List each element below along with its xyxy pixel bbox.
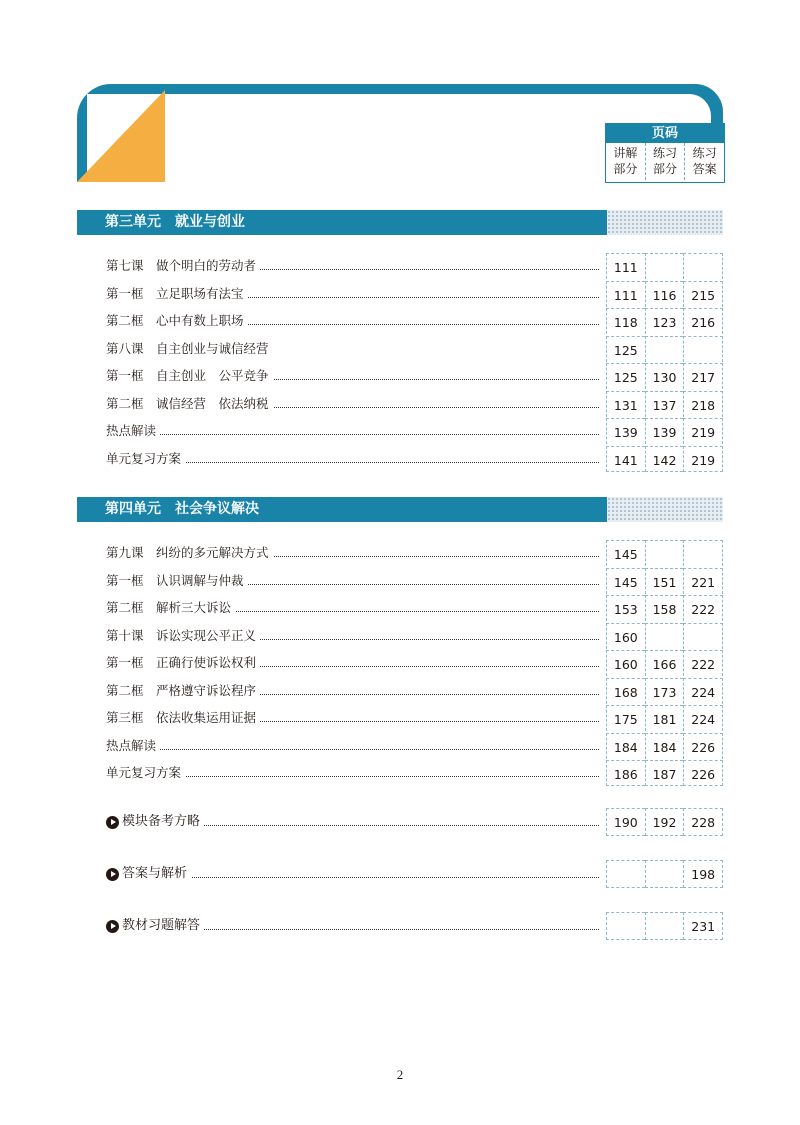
page-answer — [683, 253, 723, 279]
dot-pattern-decoration — [607, 210, 723, 235]
module-entry-exam-strategy[interactable] — [106, 808, 723, 836]
page-code-legend — [605, 123, 725, 183]
page-lecture: 131 — [606, 391, 645, 417]
toc-row-label: 热点解读 — [106, 733, 160, 759]
unit-3-header — [77, 210, 723, 235]
page-lecture: 125 — [606, 363, 645, 389]
page-lecture: 186 — [606, 760, 645, 786]
page-exercise: 192 — [645, 808, 684, 836]
toc-row-label: 第九课 纠纷的多元解决方式 — [106, 540, 273, 566]
page-answer: 215 — [683, 281, 723, 307]
toc-row[interactable] — [106, 308, 723, 334]
page-answer: 217 — [683, 363, 723, 389]
dot-pattern-decoration — [607, 497, 723, 522]
toc-row-label: 第一框 立足职场有法宝 — [106, 281, 248, 307]
page-exercise: 166 — [645, 650, 684, 676]
play-circle-icon — [106, 816, 119, 829]
unit-4-header — [77, 497, 723, 522]
page-exercise: 130 — [645, 363, 684, 389]
toc-row-label: 第一框 正确行使诉讼权利 — [106, 650, 260, 676]
toc-row[interactable] — [106, 595, 723, 621]
toc-row-label: 第八课 自主创业与诚信经营 — [106, 336, 273, 362]
toc-row[interactable] — [106, 391, 723, 417]
page-exercise — [645, 540, 684, 566]
page-answer: 221 — [683, 568, 723, 594]
page-exercise: 173 — [645, 678, 684, 704]
page-answer: 198 — [683, 860, 723, 888]
page-lecture — [606, 912, 645, 940]
module-entry-textbook-exercises[interactable] — [106, 912, 723, 940]
toc-row-label: 第一框 自主创业 公平竞争 — [106, 363, 273, 389]
page-exercise: 142 — [645, 446, 684, 472]
page-lecture: 125 — [606, 336, 645, 362]
page-answer — [683, 336, 723, 362]
page-lecture: 145 — [606, 568, 645, 594]
page-lecture: 160 — [606, 650, 645, 676]
page-exercise: 181 — [645, 705, 684, 731]
page-lecture: 145 — [606, 540, 645, 566]
corner-triangle-decoration — [77, 90, 165, 182]
page-exercise: 123 — [645, 308, 684, 334]
page-lecture: 111 — [606, 253, 645, 279]
page-exercise: 187 — [645, 760, 684, 786]
page-lecture: 139 — [606, 418, 645, 444]
page-lecture: 168 — [606, 678, 645, 704]
unit-4-title: 第四单元 社会争议解决 — [105, 501, 259, 517]
page-answer — [683, 540, 723, 566]
toc-row-label: 第二框 严格遵守诉讼程序 — [106, 678, 260, 704]
play-circle-icon — [106, 868, 119, 881]
page-answer: 222 — [683, 595, 723, 621]
page-exercise — [645, 860, 684, 888]
page-number: 2 — [396, 1067, 404, 1082]
page-answer: 224 — [683, 705, 723, 731]
toc-row[interactable] — [106, 446, 723, 472]
page-exercise — [645, 623, 684, 649]
toc-row-label: 第一框 认识调解与仲裁 — [106, 568, 248, 594]
page-answer: 226 — [683, 733, 723, 759]
toc-row[interactable] — [106, 363, 723, 389]
toc-row-label: 第三框 依法收集运用证据 — [106, 705, 260, 731]
page-lecture: 118 — [606, 308, 645, 334]
module-entry-answers[interactable] — [106, 860, 723, 888]
toc-row-label: 单元复习方案 — [106, 446, 185, 472]
toc-row-label: 第十课 诉讼实现公平正义 — [106, 623, 260, 649]
page-exercise: 151 — [645, 568, 684, 594]
module-label: 答案与解析 — [122, 866, 188, 881]
page-lecture: 153 — [606, 595, 645, 621]
module-label: 教材习题解答 — [122, 918, 201, 933]
toc-row[interactable] — [106, 336, 723, 362]
page-exercise: 116 — [645, 281, 684, 307]
toc-row-label: 单元复习方案 — [106, 760, 185, 786]
page-code-title: 页码 — [606, 124, 724, 143]
page-exercise — [645, 912, 684, 940]
toc-row[interactable] — [106, 568, 723, 594]
toc-row[interactable] — [106, 253, 723, 279]
page-lecture: 111 — [606, 281, 645, 307]
page-answer: 222 — [683, 650, 723, 676]
page-lecture: 141 — [606, 446, 645, 472]
page-answer: 219 — [683, 446, 723, 472]
toc-row[interactable] — [106, 650, 723, 676]
page-answer: 218 — [683, 391, 723, 417]
toc-row-label: 热点解读 — [106, 418, 160, 444]
toc-row-label: 第七课 做个明白的劳动者 — [106, 253, 260, 279]
page-exercise: 184 — [645, 733, 684, 759]
toc-row[interactable] — [106, 623, 723, 649]
page-lecture: 190 — [606, 808, 645, 836]
page-answer: 224 — [683, 678, 723, 704]
page-lecture: 184 — [606, 733, 645, 759]
page-answer: 231 — [683, 912, 723, 940]
page-lecture — [606, 860, 645, 888]
module-label: 模块备考方略 — [122, 814, 201, 829]
play-circle-icon — [106, 920, 119, 933]
toc-row-label: 第二框 诚信经营 依法纳税 — [106, 391, 273, 417]
toc-row[interactable] — [106, 281, 723, 307]
page-exercise — [645, 253, 684, 279]
toc-row-label: 第二框 解析三大诉讼 — [106, 595, 235, 621]
page-answer: 228 — [683, 808, 723, 836]
page-code-col-answer: 练习 答案 — [684, 143, 724, 180]
unit-3-title: 第三单元 就业与创业 — [105, 214, 245, 230]
page-code-col-exercise: 练习 部分 — [645, 143, 685, 180]
toc-row[interactable] — [106, 418, 723, 444]
page-exercise: 158 — [645, 595, 684, 621]
toc-row[interactable] — [106, 540, 723, 566]
toc-row[interactable] — [106, 733, 723, 759]
page-exercise — [645, 336, 684, 362]
page-answer: 216 — [683, 308, 723, 334]
toc-row-label: 第二框 心中有数上职场 — [106, 308, 248, 334]
page-exercise: 139 — [645, 418, 684, 444]
page-answer: 219 — [683, 418, 723, 444]
toc-row[interactable] — [106, 678, 723, 704]
page-code-col-lecture: 讲解 部分 — [613, 146, 638, 176]
page-answer — [683, 623, 723, 649]
page-lecture: 160 — [606, 623, 645, 649]
toc-row[interactable] — [106, 705, 723, 731]
page-exercise: 137 — [645, 391, 684, 417]
toc-row[interactable] — [106, 760, 723, 786]
page-lecture: 175 — [606, 705, 645, 731]
page-answer: 226 — [683, 760, 723, 786]
